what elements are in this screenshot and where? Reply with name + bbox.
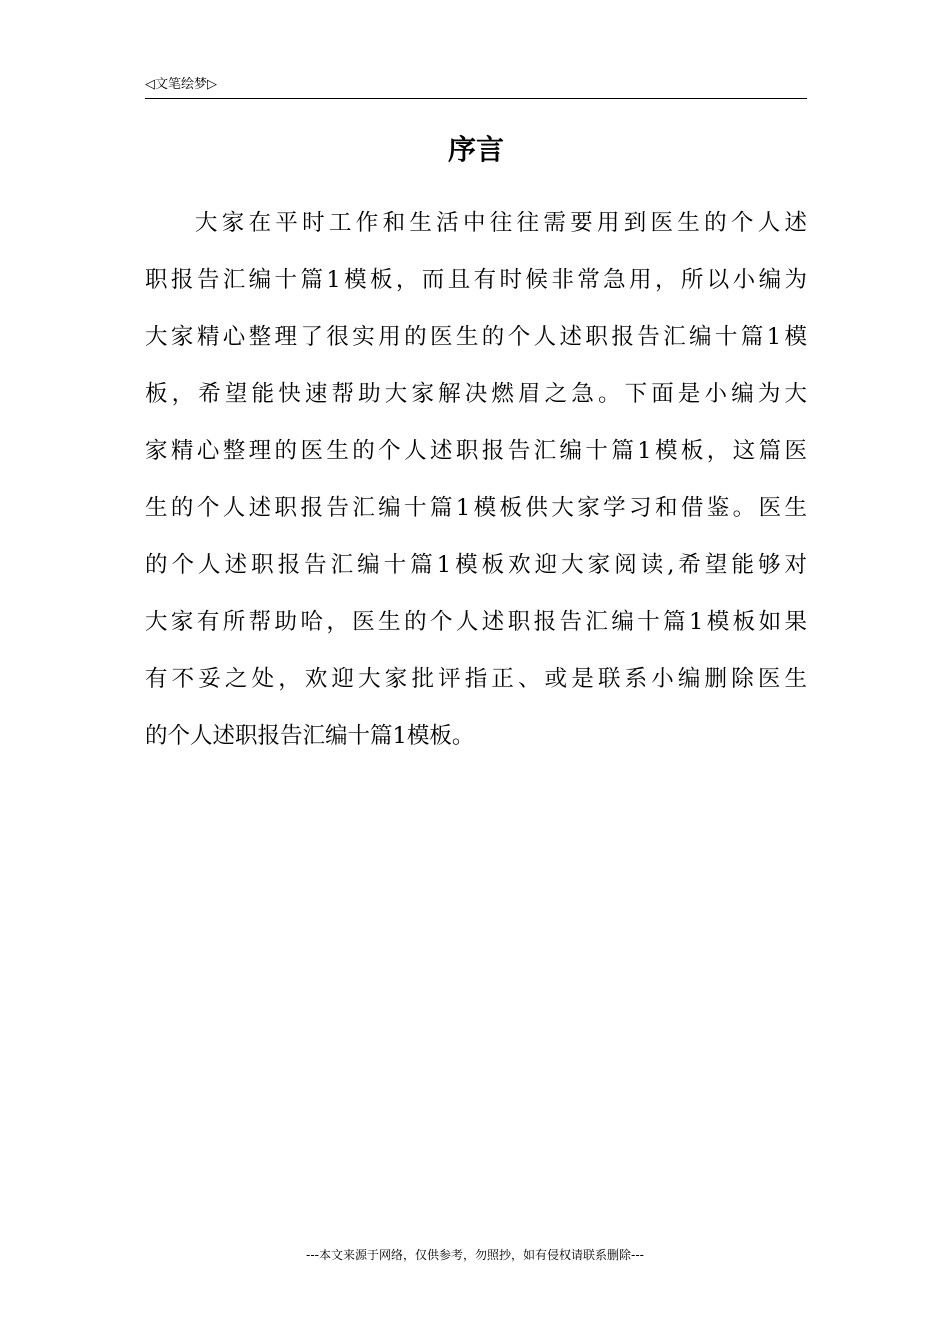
paragraph-line: 大家在平时工作和生活中往往需要用到医生的个人述 <box>195 210 807 236</box>
paragraph-line: 有不妥之处，欢迎大家批评指正、或是联系小编删除医生 <box>145 666 807 692</box>
paragraph-line: 的个人述职报告汇编十篇1模板欢迎大家阅读,希望能够对 <box>145 552 807 578</box>
body-paragraph <box>145 200 807 770</box>
paragraph-line: 大家精心整理了很实用的医生的个人述职报告汇编十篇1模 <box>145 324 807 350</box>
paragraph-line: 生的个人述职报告汇编十篇1模板供大家学习和借鉴。医生 <box>145 495 807 521</box>
paragraph-line: 的个人述职报告汇编十篇1模板。 <box>145 723 475 749</box>
paragraph-line: 板，希望能快速帮助大家解决燃眉之急。下面是小编为大 <box>145 381 807 407</box>
page-footer: ---本文来源于网络，仅供参考，勿照抄，如有侵权请联系删除--- <box>306 1248 644 1262</box>
header-label: ◁文笔绘梦▷ <box>145 77 217 92</box>
document-title: 序言 <box>447 133 504 166</box>
paragraph-line: 大家有所帮助哈，医生的个人述职报告汇编十篇1模板如果 <box>145 609 807 635</box>
paragraph-line: 职报告汇编十篇1模板，而且有时候非常急用，所以小编为 <box>145 267 807 293</box>
paragraph-line: 家精心整理的医生的个人述职报告汇编十篇1模板，这篇医 <box>145 438 807 464</box>
page-header <box>145 74 807 99</box>
